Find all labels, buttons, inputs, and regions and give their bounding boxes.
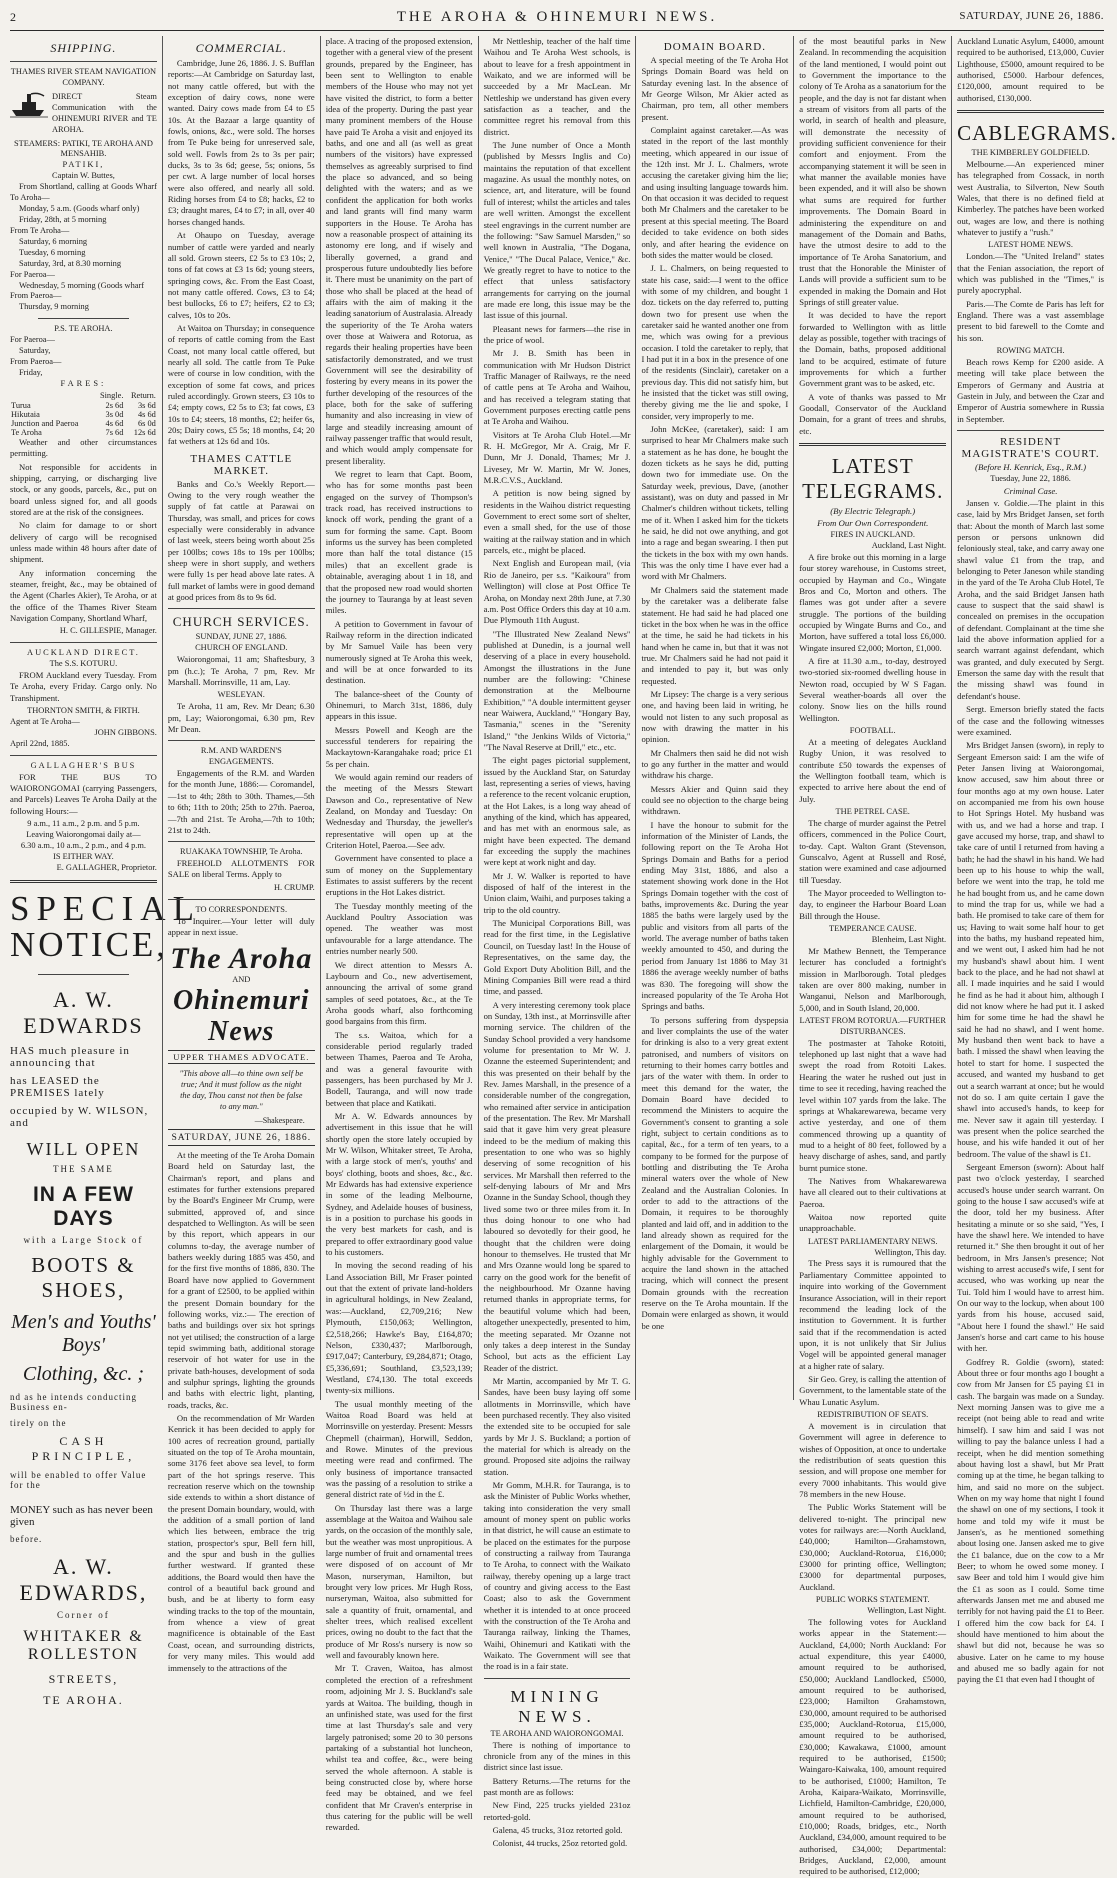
ad-line: MONEY such as has never been given xyxy=(10,1504,153,1529)
article-paragraph: Mr Chalmers said the statement made by the caretaker was a deliberate false statement. He had said he had placed one ticket in the box when he was in the office at the time, he said he had tickets in his hand when he came in, but that it was not true. Mr Chalmers said he had not paid it and intended to pay it, but was only requested. xyxy=(641,584,789,686)
article-paragraph: We would again remind our readers of the meeting of the Messrs Stewart Dawson and Co., representative of New Zealand, on Monday and Tuesday: On Wednesday and Thursday, the jeweller's representative will open up at the Criterion Hotel, Paeroa.—See adv. xyxy=(325,772,473,851)
notice-text: Agent at Te Aroha— xyxy=(10,717,80,727)
article-paragraph: Mrs Bridget Jansen (sworn), in reply to Sergeant Emerson said: I am the wife of Peter Jansen living at Waiorongomai, know accused, saw him about three or four months ago at my own house. Later on accompanied me from his own house to Hot Springs Hotel. My husband was with us, and we had a horse and trap. I gave accused my horse, trap, and shawl to take care of until I returned from having a bath; he had the shawl in his hand. We had been up to his house to whip the wall, before we went into the trap, he told me he had bought from us, and he came down to mind the trap for us, while we had a bath. He promised to take care of them for us; Having to wait some half hour to get into the baths, my husband repeated him, and we went out, I asked him had he not my husband's shawl about him. I went back to the place, and he had not shawl at all. I made inquiries and he said I would he find as he had it about him, although I did not know where he had put it. I asked him for some time he had the shawl he said he had no shawl, and I went home. My husband then went back to have a bath. I missed the shawl when leaving the hotel to start for home. I suspected the accused, and wanted my husband to get out a search warrant at once; but he would not do so. I am quite certain I gave the shawl into accused's hands, to keep for me. Never saw it again till yesterday. I was present when the police searched the house, and his wife handed it out of her bedroom. The value of the shawl is £1. xyxy=(957,740,1105,1159)
article-paragraph: John McKee, (caretaker), said: I am surprised to hear Mr Chalmers make such a statement as he has done, he bought the dozen tickets as he says he did, putting down two for immediate use. On the Saturday week, previous, Dave, (another assistant), was on duty and passed in Mr Chalmer's children without tickets, telling me of it. When I asked him for the tickets he said, he did not owe anything, and got into a rage and began swearing. I then put the tickets in the box with my own hands. This was the only time I have ever had a word with Mr Chalmers. xyxy=(641,424,789,582)
bus-times: Leaving Waiorongomai daily at— xyxy=(26,830,141,840)
section-heading: TO CORRESPONDENTS. xyxy=(195,904,288,914)
ad-heading: NOTICE, xyxy=(10,925,169,965)
section-subheading: TE AROHA AND WAIORONGOMAI. xyxy=(490,1728,624,1738)
section-date: Auckland, Last Night. xyxy=(871,540,947,550)
ad-line: HAS much pleasure in announcing that xyxy=(10,1045,130,1070)
section-date: Tuesday, June 22, 1886. xyxy=(990,474,1071,484)
article-paragraph: A petition to Government in favour of Railway reform in the direction indicated by Mr Samuel Vaile has been very numerously signed at Te Aroha this week, and will be at once forwarded to its destination. xyxy=(325,618,473,686)
article-paragraph: A vote of thanks was passed to Mr Goodall, Conservator of the Auckland Domain, for a grant of trees and shrubs, etc. xyxy=(799,391,947,436)
section-heading: CHURCH SERVICES. xyxy=(172,614,310,630)
table-row xyxy=(10,428,157,437)
article-paragraph: At Ohaupo on Tuesday, average number of cattle were yarded and nearly all sold. Grown steers, £2 5s to £3 10s; 2, tons of fat cows at £3 1s 6d; young steers, springing cows, &c. From the East Coast, not many cattle offered. Cows, £3 to £4; best bullocks, £6 to £7; heifers, £2 to £3; calves, 10s to 20s. xyxy=(167,230,315,320)
ad-line: STREETS, xyxy=(48,1672,119,1687)
section-subheading: ROWING MATCH. xyxy=(996,346,1065,356)
newspaper-title: THE AROHA & OHINEMURI NEWS. xyxy=(396,9,718,25)
article-paragraph: Messrs Akier and Quinn said they could see no objection to the charge being withdrawn. xyxy=(641,783,789,817)
divider xyxy=(168,740,315,741)
table-cell: 6s 0d xyxy=(137,418,156,428)
article-paragraph: Mr Nettleship, teacher of the half time Waihou and Te Aroha West schools, is about to leave for a fresh appointment in Waikato, and we are informed will be succeeded by a Mr MacLean. Mr Nettleship we understand has given every satisfaction as a teacher, and the committee regret his removal from this district. xyxy=(483,36,631,137)
article-paragraph: Battery Returns.—The returns for the past month are as follows: xyxy=(483,1775,631,1798)
article-paragraph: Banks and Co.'s Weekly Report.—Owing to the very rough weather the supply of fat cattle at Parawai on Thursday, was small, and prices for cows especially were considerably in advance of last week, steers being worth about 25s per 100lbs; cows 18s to 19s per 100lbs; sheep were in short supply, and wethers were fully 1s per head above late rates. A full market of lambs were in good demand at good prices from 8s to 9s 6d. xyxy=(167,478,315,603)
article-paragraph: On the recommendation of Mr Warden Kenrick it has been decided to apply for 100 acres of recreation ground, partially situated on the top of Te Aroha mountain, some 3176 feet above sea level, to form part of the hot springs reserve. This recreation reserve which on the township side extends to within a short distance of the present Domain boundary, would, with the addition of a small portion of land which lies between, embrace the trig station, prospector's spur, Bell fern hill, and the spur and bush in the gullies further westward. If granted these additions, the Board would then have the control of a beautiful back ground and bush, and be at liberty to form easy winding tracks to the top of the mountain, from whence a view of great magnificence is obtainable of the East Coast, ocean, and surrounding districts, for very many miles. This would add immensely to the attractions of the xyxy=(167,1412,315,1673)
article-paragraph: London.—The "United Ireland" states that the Fenian association, the report of which was published in the "Times," is purely apocryphal. xyxy=(957,251,1105,296)
ad-name: A. W. EDWARDS xyxy=(23,987,144,1039)
steamers-line: STEAMERS: PATIKI, TE AROHA AND MENSAHIB. xyxy=(13,138,153,159)
ad-heading: Men's and Youths' Boys' xyxy=(11,1311,156,1357)
table-row xyxy=(10,410,157,419)
nameplate xyxy=(168,943,315,1064)
section-heading: CABLEGRAMS. xyxy=(957,121,1117,146)
ad-line: nd as he intends conducting Business en- xyxy=(10,1392,137,1413)
section-subheading: CHURCH OF ENGLAND. xyxy=(195,643,288,653)
schedule-line: Saturday, 6 morning xyxy=(19,236,88,246)
agent-name: THORNTON SMITH, & FIRTH. xyxy=(27,706,140,716)
table-row xyxy=(10,419,157,428)
schedule-line: Monday, 5 a.m. (Goods wharf only) xyxy=(19,204,140,214)
article-paragraph: Cambridge, June 26, 1886. J. S. Bufflan reports:—At Cambridge on Saturday last, not many cattle offered, but with the exception of dairy cows, none were wanted. Dairy cows made from £4 to £5 10s. At the Bazaar a large quantity of fowls, onions, &c., were sold. The horses from Te Puke being for unreserved sale, sold well. Fowls from 2s to 3s per pair; ducks, 3s to 3s 6d; geese, 5s; onions, 5s per cwt. A large number of local horses were also offered, and nearly all sold. Riding horses from £4 to £8; hacks, £2 to £3; draught mares, £4 to £7; in all, over 40 horses changed hands. xyxy=(167,58,315,227)
divider xyxy=(38,974,129,975)
bus-fare: IS EITHER WAY. xyxy=(53,851,114,861)
article-paragraph: Sergeant Emerson (sworn): About half past two o'clock yesterday, I searched accused's house under search warrant. On going to the house I saw accused's wife at the door, told her my business. After hesitating a minute or so she said, "Yes, I have the shawl here. We intended to have returned it." She then brought it out of her bedroom, in Mrs Jansen's presence; Not wishing to arrest accused's wife, I sent for accused, who was working up near the Tui. Told him I would have to arrest him. On our way to the lockup, when about 100 yards from his house, accused said, "About here I found the shawl." He said Jansen's horse and cart came to his house with her. xyxy=(957,1161,1105,1354)
steamer-icon xyxy=(10,92,48,118)
article-paragraph: At a meeting of delegates Auckland Rugby Union, it was resolved to contribute £50 towards the expenses of the Wellington football team, which is expected to arrive here about the end of July. xyxy=(799,736,947,804)
table-cell: Junction and Paeroa xyxy=(11,418,79,428)
article-paragraph: Mr Mathew Bennett, the Temperance lecturer has concluded a fortnight's mission in Marlborough. Total pledges taken are over 800 making, number in Wanganui, Nelson and Marlborough, 5,000, and in South Island, 20,000. xyxy=(799,945,947,1013)
table-cell: 4s 6d xyxy=(105,418,124,428)
notice-date: April 22nd, 1885. xyxy=(10,738,70,748)
table-cell: 3s 6d xyxy=(137,400,156,410)
ps-heading: P.S. TE AROHA. xyxy=(54,324,113,334)
section-subheading: (By Electric Telegraph.) xyxy=(830,506,916,517)
article-paragraph: Mr J. W. Walker is reported to have disposed of half of the interest in the Union claim, Waihi, and purposes taking a trip to the old country. xyxy=(483,870,631,915)
article-paragraph: A fire at 11.30 a.m., to-day, destroyed two-storied six-roomed dwelling house in Newton road, occupied by W S Fagan. Several weather-boards all over the colony. Snow lies on the hills round Wellington. xyxy=(799,655,947,723)
schedule-line: From Paeroa— xyxy=(10,291,62,301)
divider xyxy=(957,430,1104,431)
divider xyxy=(957,110,1104,113)
signature: H. CRUMP. xyxy=(273,882,315,892)
article-paragraph: Mr Lipsey: The charge is a very serious one, and having been laid in writing, he would not listen to any such proposal as now with drawing the matter in his opinion. xyxy=(641,688,789,745)
article-paragraph: of the most beautiful parks in New Zealand. In recommending the acquisition of the land mentioned, I would point out to Government the importance to the colony of Te Aroha as a sanatorium for the people, and the day is not far distant when a stream of visitors from all parts of the world, in search of health and pleasure, will demonstrate the necessity of providing sufficient convenience for their comfort and enjoyment. From the accompanying statement it will be seen in what manner the available monies have been expended, and it will also be shown what sums are required for further improvements. The Domain Board in administering the expenditure on and management of the Domain and Baths, have the utmost desire to add to the importance of Te Aroha Sanatorium, and trust that the Honorable the Minister of Lands will provide a sufficient sum to be expended in making the Domain and Hot Springs of still greater value. xyxy=(799,36,947,307)
section-date: Blenheim, Last Night. xyxy=(871,934,947,944)
section-heading: MINING NEWS. xyxy=(510,1686,604,1726)
section-date: Wellington, Last Night. xyxy=(867,1605,947,1615)
fares-heading: FARES: xyxy=(60,378,107,388)
article-paragraph: Mr Gomm, M.H.R. for Tauranga, is to ask the Minister of Public Works whether, taking into consideration the very small amount of money spent on public works in that district, he will cause an estimate to be placed on the estimates for the purpose of constructing a railway from Tauranga to Te Aroha, to connect with the Waikato railway, thereby opening up a large tract of country and giving access to the East Coast; also to ask the Government whether it is intended to at once proceed with the construction of the Te Aroha and Tauranga railway, linking the Thames, Waihi, Ohinemuri and Katikati with the Waikato. The Government will see that the road is in a fair state. xyxy=(483,1479,631,1672)
article-paragraph: A fire broke out this morning in a large four storey warehouse, in Customs street, occupied by Hayman and Co., Wingate Bros and Co, Morton and others. The flames was got under after a severe struggle. The portions of the building occupied by Wingate Burns and Co., and Morton, have suffered a total loss £6,000. Wingate insured £2,000; Morton, £1,000. xyxy=(799,551,947,653)
schedule-line: Wednesday, 5 morning (Goods wharf xyxy=(19,280,145,290)
column-2 xyxy=(162,36,320,1673)
section-heading: LATEST FROM ROTORUA.—FURTHER DISTURBANCES. xyxy=(799,1015,946,1036)
table-cell: 2s 6d xyxy=(105,400,124,410)
page-number: 2 xyxy=(10,10,16,24)
bus-times: 9 a.m., 11 a.m., 2 p.m. and 5 p.m. xyxy=(27,819,140,829)
table-row xyxy=(10,401,157,410)
column-3 xyxy=(320,36,478,1833)
divider xyxy=(484,1678,631,1679)
article-paragraph: Mr Chalmers then said he did not wish to go any further in the matter and would withdraw his charge. xyxy=(641,747,789,781)
ad-heading: WILL OPEN xyxy=(26,1139,141,1160)
article-paragraph: The following votes for Auckland works appear in the Statement:—Auckland, £4,000; North Auckland: For actual expenditure, this year £4000, amount required to be authorised, £50,000; Auckland Landlocked, £5000, amount required to be authorised, £23,000; Hamilton Grahamstown, £30,000, amount required to be authorised £35,000; Auckland-Rotorua, £15,000, amount required to be authorised, £30,000; Kawakawa, £1000, amount required to be authorised, £1500; Waingaro-Kaiwaka, 100, amount required to be authorised, £1000; Hamilton, Te Aroha, Kaipara-Waikato, Morrinsville, Lichfield, Hamilton-Cambridge, £20,000, amount required to be authorised, £10,000; Roads, bridges, etc., North Auckland, £34,000, amount required to be authorised, £34,000; Departmental: Bridges, Auckland, £2,000, amount required to be authorised, £12,000; xyxy=(799,1616,947,1877)
bus-times: 6.30 a.m., 10 a.m., 2 p.m., and 4 p.m. xyxy=(20,840,146,850)
section-subheading: THE KIMBERLEY GOLDFIELD. xyxy=(971,148,1090,158)
article-paragraph: Auckland Lunatic Asylum, £4000, amount required to be authorised, £13,000, Cuvier Lighthouse, £5000, amount required to be authorised, £5000. Harbour defences, £120,000, amount required to be authorised, £130,000. xyxy=(957,36,1105,103)
fares-table xyxy=(10,390,157,437)
column-4 xyxy=(478,36,636,1849)
issue-date: SATURDAY, JUNE 26, 1886. xyxy=(959,10,1104,22)
article-paragraph: Waiorongomai, 11 am; Shaftesbury, 3 pm (h.c.); Te Aroha, 7 pm, Rev. Mr Marshall. Morrinsville, 11 am, Lay. xyxy=(167,654,315,687)
article-paragraph: Next English and European mail, (via Rio de Janeiro, per s.s. "Kaikoura" from Wellington) will close at Post Office Te Aroha, on Monday next 28th June, at 7.30 a.m. Post Office Orders this day at 10 a.m. Due Plymouth 11th August. xyxy=(483,558,631,626)
section-heading: THAMES CATTLE MARKET. xyxy=(190,452,293,477)
divider xyxy=(10,61,157,62)
column-1 xyxy=(10,36,201,1708)
article-paragraph: FREEHOLD ALLOTMENTS FOR SALE on liberal Terms. Apply to xyxy=(167,858,315,880)
table-cell: 12s 6d xyxy=(133,427,156,437)
article-paragraph: A special meeting of the Te Aroha Hot Springs Domain Board was held on Saturday evening last. In the absence of Mr George Wilson, Mr Akier acted as Chairman, pro tem, all other members present. xyxy=(641,55,789,122)
section-heading: RESIDENT MAGISTRATE'S COURT. xyxy=(961,436,1100,461)
article-paragraph: Colonist, 44 trucks, 25oz retorted gold. xyxy=(492,1838,628,1849)
article-paragraph: A movement is in circulation that Government will agree in deference to wishes of Opposition, at once to undertake the redistribution of seats question this session, and will propose one member for every 7000 inhabitants. This would give 78 members in the new House. xyxy=(799,1420,947,1499)
signature: JOHN GIBBONS. xyxy=(94,727,157,737)
article-paragraph: New Find, 225 trucks yielded 231oz retorted-gold. xyxy=(483,1800,631,1822)
table-cell: 7s 6d xyxy=(105,427,124,437)
table-header-row xyxy=(10,390,157,401)
article-paragraph: Complaint against caretaker.—As was stated in the report of the last monthly meeting, which appeared in our issue of the 12th inst. Mr J. L. Chalmers, wrote accusing the caretaker giving him the lie; and using insulting language towards him. On that occasion it was decided to request both Mr Chalmers and the caretaker to be present at this special meeting. The Board decided to take evidence on both sides only, and after hearing the evidence on both sides the matter would be closed. xyxy=(641,125,789,260)
article-paragraph: Engagements of the R.M. and Warden for the month June, 1886:— Coromandel,—1st to 4th; 28th to 30th. Thames,—5th to 6th; 11th to 20th; 25th to 27th. Paeroa,—7th and 21st. Te Aroha,—7th to 10th; 21st to 24th. xyxy=(167,768,315,835)
article-paragraph: Messrs Powell and Keogh are the successful tenderers for repairing the Mackaytown-Karangahake road; price £1 5s per chain. xyxy=(325,724,473,769)
article-paragraph: Government have consented to place a sum of money on the Supplementary Estimates to assist sufferers by the recent eruptions in the Hot Lakes district. xyxy=(325,853,473,898)
company-notice: DIRECT Steam Communication with the OHINEMURI RIVER and TE AROHA. xyxy=(52,91,157,134)
section-subheading: WESLEYAN. xyxy=(217,690,265,700)
nameplate-and: AND xyxy=(232,974,251,984)
article-paragraph: place. A tracing of the proposed extension, together with a general view of the present grounds, prepared by the Engineer, has been sent to Wellington to enable members of the House who may not yet have visited the district, to form a better idea of the property. During the past year many prominent members of the House have paid Te Aroha a visit and enjoyed its baths, and one and all (as well as great numbers of the visitors) have expressed themselves as agreeably surprised to find the place so advanced, and so being delighted with the waters; and as we confident the application for both works and land grants will find many warm supporters in the House. Te Aroha has now a reasonable prospect of attaining its astonomy ere long, and if wisely and liberally governed, a grand and prosperous future undoubtedly lies before it. There must be unanimity on the part of those who shall be placed at the head of affairs with the aim of making it the leading sanatorium of Australasia. Already the superiority of the Te Aroha waters over those at Waiwera and Rotorua, as regards their healing properties have been satisfactorily demonstrated, and we trust Government will see the desirability of fostering by every means in its power the further developing of the resources of the place, both for the sake of suffering humanity and also increasing in view of large and steadily increasing amount of railway passenger traffic that would result, and which would amply compensate for present liberality. xyxy=(325,36,473,466)
ad-line: THE SAME xyxy=(53,1164,114,1175)
table-cell: Turua xyxy=(11,400,31,410)
signature: E. GALLAGHER, Proprietor. xyxy=(56,862,157,872)
divider xyxy=(799,443,946,446)
ad-heading: CASH PRINCIPLE, xyxy=(31,1434,136,1464)
divider xyxy=(168,608,315,609)
article-paragraph: Melbourne.—An experienced miner has telegraphed from Cossack, in north west Australia, to Silverton, New South Wales, that there is no defined field at Kimberley. The patches have been worked out, wages are low, and there is nothing whatever to justify a "rush." xyxy=(957,158,1105,238)
ad-heading: IN A FEW DAYS xyxy=(32,1183,134,1231)
article-paragraph: Mr J. B. Smith has been in communication with Mr Hudson District Traffic Manager of Railways, re the need of cattle pens at Te Aroha and Waihou, and has received a telegram stating that Government purposes erecting cattle pens at Te Aroha and Waihou. xyxy=(483,348,631,427)
article-paragraph: The June number of Once a Month (published by Messrs Inglis and Co) maintains the reputation of that excellent magazine. As usual the monthly notes, on science, art, and literature, will be found full of interest; whilst the articles and tales are well written. Amongst the excellent steel engravings in the current number are the following: "Saw Samuel Marsden," so well known in Australia, "The Dogana, Venice," "The Ducal Palace, Venice," &c. We greatly regret to have to notice to the effect that unless satisfactory arrangements for carrying on the journal are made ere long, this issue may be the last issue of this journal. xyxy=(483,140,631,321)
ad-line: TE AROHA. xyxy=(43,1693,124,1708)
section-heading: RUAKAKA TOWNSHIP, Te Aroha. xyxy=(180,847,303,857)
notice-text: No claim for damage to or short delivery of cargo will be recognised unless made within 48 hours after date of shipment. xyxy=(10,520,157,565)
article-paragraph: The postmaster at Tahoke Rotoiti, telephoned up last night that a wave had swept the road from Rotoiti Lakes. Hearing the water he rushed out just in time to see it receding, having reached the level within 107 yards from the lake. The springs at Whakarewarewa, became very active yesterday, and one of them commenced throwing up a quantity of mud to a height of 80 feet, followed by a heavy discharge of ashes, sand, and partly burnt pumice stone. xyxy=(799,1037,947,1173)
article-paragraph: Jansen v. Goldie.—The plaint in this case, laid by Mrs Bridget Jansen, set forth that: About the month of March last some person or persons unknown did feloniously steal, take, and carry away one shawl value £1 from the trap, and belonging to Peter Janeson while standing in the yard of the Te Aroha Club Hotel, Te Aroha, and the said Bridget Jansen hath cause to suspect that the said shawl is concealed on premises in the occupation of defendant. Complainant at the time she laid the above information applied for a search warrant against defendant, which was granted, and duly executed by Sergt. Emerson the same day with the result that the missing shawl was found in defendant's house. xyxy=(957,497,1105,701)
patiki-heading: PATIKI, xyxy=(62,160,105,170)
notice-text: Weather and other circumstances permitting. xyxy=(10,436,157,459)
captain-line: Captain W. Buttes, xyxy=(52,171,115,181)
section-subheading: Criminal Case. xyxy=(1003,485,1058,496)
ad-line: will be enabled to offer Value for the xyxy=(10,1470,147,1491)
article-paragraph: Sergt. Emerson briefly stated the facts of the case and the following witnesses were examined. xyxy=(957,704,1105,737)
article-paragraph: Paris.—The Comte de Paris has left for England. There was a vast assemblage present to bid farewell to the Comte and his son. xyxy=(957,298,1105,343)
divider xyxy=(168,899,315,900)
column-7 xyxy=(951,36,1117,1685)
article-paragraph: On Thursday last there was a large assemblage at the Waitoa and Waihou sale yards, on the occasion of the monthly sale, but the weather was most unpropitious. A large number of fruit and ornamental trees were disposed of on account of Mr Mason, nurseryman, Hamilton, but brought very low prices. Mr Hugh Ross, nurseryman, Waitoa, also submitted for sale a quantity of fruit, ornamental, and shelter trees, which realised excellent prices, owing no doubt to the fact that the produce of Mr Ross's nursery is now so well and favourably known here. xyxy=(325,1502,473,1661)
article-paragraph: Sir Geo. Grey, is calling the attention of Government, to the lamentable state of the Whau Lunatic Asylum. xyxy=(799,1373,947,1407)
motto-source: —Shakespeare. xyxy=(254,1116,305,1126)
divider xyxy=(10,755,157,756)
ad-heading: SPECIAL xyxy=(10,888,201,928)
column-header: Return. xyxy=(130,390,156,400)
column-header: Single. xyxy=(99,390,124,400)
section-heading: REDISTRIBUTION OF SEATS. xyxy=(817,1409,929,1419)
article-paragraph: At Waitoa on Thursday; in consequence of reports of cattle coming from the East Coast, not many local cattle offered, but nearly all sold. The cattle from Te Puke were of course in low condition, with the exception of some fat cows, and prices ruled accordingly. Grown steers, £3 10s to £4; empty cows, £2 5s to £3; fat cows, £3 10s to £4; steers, 18 months, £2; heifer 6s, 20s; Dairy cows, £5 5s; 18 months, £4; 20 fat wethers at 12s 6d and 10s. xyxy=(167,322,315,447)
article-paragraph: At the meeting of the Te Aroha Domain Board held on Saturday last, the Chairman's report, and plans and estimates for further extensions prepared by the Board's Engineer Mr Crump, were submitted, approved of, and since despatched to Wellington. As will be seen by this report, which appears in our columns to-day, the average number of bathers weekly during 1885 was 450, and for the first five months of 1886, 830. The Board have now applied to Government for a grant of £2500, to be applied within the present Domain boundary for the following works, viz.:— The erection of baths and buildings over six hot springs not yet utilised; the construction of a large tepid swimming bath, additional storage reservoir of hot water for use in the private bath-houses, development of soda and sulphur springs, lighting the grounds and baths with electric light, planting, roads, tracks, &c. xyxy=(167,1150,315,1410)
article-paragraph: Beach rows Kemp for £200 aside. A meeting will take place between the Emperors of Germany and Austria at Gastein in July, and between the Czar and Emperor of Austria somewhere in Russia in September. xyxy=(957,356,1105,424)
article-paragraph: The s.s. Waitoa, which for a considerable period regularly traded between Thames, Paeroa and Te Aroha, and was a general favourite with passengers, has been purchased by Mr J. Bodell, Tauranga, and will now trade between that place and Katikati. xyxy=(325,1029,473,1108)
article-paragraph: Galena, 45 trucks, 31oz retorted gold. xyxy=(492,1825,623,1836)
motto: "This above all—to thine own self be true; And it must follow as the night the day, Thou canst not then be false to any man." xyxy=(179,1069,304,1112)
columns xyxy=(10,36,1117,1877)
shipping-heading: SHIPPING. xyxy=(50,41,117,55)
article-paragraph: Mr Martin, accompanied by Mr T. G. Sandes, have been busy laying off some allotments in Morrinsville, which have been purchased recently. They also visited the extended site to be occupied for sale yards by Mr J. S. Buckland; a portion of the material for which is already on the ground. Proposed site adjoins the railway station. xyxy=(483,1375,631,1477)
article-paragraph: To Inquirer.—Your letter will duly appear in next issue. xyxy=(167,915,315,937)
divider xyxy=(10,642,157,643)
section-heading: DOMAIN BOARD. xyxy=(663,41,766,53)
table-cell: 4s 6d xyxy=(137,409,156,419)
article-paragraph: The Municipal Corporations Bill, was read for the first time, in the Legislative Council, on Tuesday last! In the House of Representatives, on the same day, the Gold Export Duty Abolition Bill, and the Mining Companies Bill were read a third time, and passed. xyxy=(483,918,631,997)
article-paragraph: Mr T. Craven, Waitoa, has almost completed the erection of a refreshment room, adjoining Mr J. S. Buckland's sale yards at Waitoa. The building, though in an unfinished state, was used for the first time at last Thursday's sale and very largely patronised; some 20 to 30 persons partaking of a substantial hot luncheon, whilst tea and coffee, &c., were being served the whole afternoon. A stable is being constructed close by, where horse feed may be obtained, and we feel confident that Mr Craven's enterprise in thus catering for the public will be well rewarded. xyxy=(325,1663,473,1833)
notice-text: Not responsible for accidents in shipping, carrying, or discharging live stock, or any goods, parcels, &c., put on board unless signed for, and all goods stored are at the risk of the consignees. xyxy=(10,461,157,517)
section-heading: FIRES IN AUCKLAND. xyxy=(830,530,915,540)
article-paragraph: In moving the second reading of his Land Association Bill, Mr Fraser pointed out that the extent of private land-holders in agricultural holdings, in New Zealand, was:—Auckland, £2,709,216; New Plymouth, £150,063; Wellington, £2,518,266; Hawke's Bay, £164,870; Nelson, £330,437; Marlborough, £917,047; Canterbury, £9,284,871; Otago, £5,336,691; Southland, £3,523,139; Westland, £74,130. The total exceeds twenty-six millions. xyxy=(325,1260,473,1396)
ad-line: tirely on the xyxy=(10,1418,67,1429)
article-paragraph: The Natives from Whakarewarewa have all cleared out to their cultivations at Paeroa. xyxy=(799,1175,947,1209)
divider xyxy=(10,880,157,883)
schedule-line: Friday, 28th, at 5 morning xyxy=(19,214,107,224)
article-paragraph: A petition is now being signed by residents in the Waihou district requesting Government to erect some sort of shelter, even a small shed, for the use of those waiting at the railway station and in which parcels, etc., might be placed. xyxy=(483,488,631,556)
section-heading: COMMERCIAL. xyxy=(195,41,287,55)
nameplate-title: The Aroha xyxy=(170,942,313,976)
ad-line: has LEASED the PREMISES lately xyxy=(10,1075,105,1100)
schedule-line: Thursday, 9 morning xyxy=(19,302,89,312)
section-heading: LATEST PARLIAMENTARY NEWS. xyxy=(807,1236,938,1246)
nameplate-title: Ohinemuri News xyxy=(172,984,310,1047)
notice-text: FOR THE BUS TO WAIORONGOMAI (carrying Passengers, and Parcels) Leaves Te Aroha Daily at the following Hours:— xyxy=(10,771,157,816)
ad-line: occupied by W. WILSON, and xyxy=(10,1105,149,1130)
schedule-line: Friday, xyxy=(19,367,43,377)
bus-heading: GALLAGHER'S BUS xyxy=(30,760,137,770)
schedule-line: From Te Aroha— xyxy=(10,225,70,235)
schedule-line: For Paeroa— xyxy=(10,335,55,345)
article-paragraph: The Mayor proceeded to Wellington to-day, to engineer the Harbour Board Loan Bill through the House. xyxy=(799,888,947,921)
notice-text: FROM Auckland every Tuesday. From Te Aroha, every Friday. Cargo only. No Transhipment. xyxy=(10,670,157,703)
article-paragraph: To persons suffering from dyspepsia and liver complaints the use of the water for drinking is also to a very great extent patronised, and numbers of visitors on returning to their homes carry bottles and jars of the water with them. In order to meet this demand for the water, the Domain Board have decided to recommend the Ministers to acquire the Government's consent to granting a sole right, subject to certain conditions as to capital, &c., for a term of ten years, to a company to be formed for the purpose of bottling and distributing the Te Aroha mineral waters over the whole of New Zealand and the Australian Colonies. In order to add to the attractions of the Domain, it requires to be thoroughly planted and laid off, and in addition to the land already shown as required for the enlargement of the Domain, it would be highly advisable for the Government to acquire the land shown in the attached tracing, which will connect the present Domain grounds with the recreation reserve on the Te Aroha mountain. If the Domain were enlarged as shown, it would be one xyxy=(641,1014,789,1331)
article-paragraph: The charge of murder against the Petrel officers, commenced in the Police Court, to-day. Capt. Walton Grant (Stevenson, Gunscalvo, Agent at Russell and Rosé, station were examined and case adjourned till Tuesday. xyxy=(799,817,947,885)
article-paragraph: The Press says it is rumoured that the Parliamentary Committee appointed to inquire into working of the Government Insurance Association, will in their report recommend the leading lock of the institution to Government. It is further said that if the recommendation is acted upon, it is not unlikely that Sir Julius Vogel will be appointed general manager at a higher rate of salary. xyxy=(799,1258,947,1371)
schedule-line: Saturday, xyxy=(19,346,51,356)
auckland-direct-heading: AUCKLAND DIRECT. xyxy=(27,648,140,658)
article-paragraph: Mr A. W. Edwards announces by advertisement in this issue that he will shortly open the store lately occupied by Mr W. Wilson, Whitaker street, Te Aroha, with a large stock of men's, youths' and boys' clothing, boots and shoes, &c., &c. Mr Edwards has had extensive experience in some of the leading Melbourne, Sydney, and Adelaide houses of business, is in a position to purchase his goods in the very best markets for cash, and is prepared to offer extraordinary good value to his customers. xyxy=(325,1110,473,1258)
article-paragraph: The Tuesday monthly meeting of the Auckland Poultry Association was opened. The weather was most unfavourable for a large attendance. The entries number nearly 500. xyxy=(325,900,473,957)
schedule-line: Tuesday, 6 morning xyxy=(19,247,86,257)
section-heading: FOOTBALL. xyxy=(849,726,896,736)
section-date: Wellington, This day. xyxy=(874,1247,947,1257)
article-paragraph: Visitors at Te Aroha Club Hotel.—Mr R. H. McGregor, Mr A. Craig, Mr F. Dunn, Mr J. Donald, Thames; Mr J. Livesey, Mr W. Martin, Mr W. Jones, M.R.C.V.S., Auckland. xyxy=(483,429,631,486)
ad-name: A. W. EDWARDS, xyxy=(19,1554,148,1606)
article-paragraph: Pleasant news for farmers—the rise in the price of wool. xyxy=(483,323,631,345)
company-heading: THAMES RIVER STEAM NAVIGATION COMPANY. xyxy=(10,67,157,87)
section-date: SUNDAY, JUNE 27, 1886. xyxy=(195,632,287,642)
ad-heading: BOOTS & SHOES, xyxy=(31,1253,136,1303)
column-5 xyxy=(635,36,793,1400)
ad-line: WHITAKER & ROLLESTON xyxy=(23,1628,144,1664)
article-paragraph: J. L. Chalmers, on being requested to state his case, said:—I went to the office with some of my children, and bought 1 doz. tickets on the day referred to, putting down two for present use when the caretaker said he wanted another one from me, which was owing for a previous occasion. I told the caretaker to reply, that I had put it in a box in the presence of one of the residents (Sinclair), caretaker on a previous day. This did not satisfy him, but he insisted that the ticket was still owing, thereby giving me the lie and spoke, I consider, very improperly to me. xyxy=(641,263,789,421)
schedule-line: From Paeroa— xyxy=(10,357,62,367)
ad-heading: Clothing, &c. ; xyxy=(22,1363,144,1386)
article-paragraph: The eight pages pictorial supplement, issued by the Auckland Star, on Saturday last, representing a series of views, having a reference to the recent volcanic eruption, at the Hot Lakes, is a long way ahead of anything of the kind, which has appeared, and has met with an enormous sale, as might have been expected. The demand far exceeding the supply the machines were kept at work night and day. xyxy=(483,755,631,868)
ad-line: with a Large Stock of xyxy=(23,1235,144,1246)
ad-line: Corner of xyxy=(57,1610,110,1621)
section-subheading: LATEST HOME NEWS. xyxy=(988,240,1073,250)
signature: H. C. GILLESPIE, Manager. xyxy=(59,626,157,636)
schedule-line: For Paeroa— xyxy=(10,269,55,279)
article-paragraph: Waitoa now reported quite unapproachable. xyxy=(799,1211,947,1234)
divider xyxy=(168,841,315,842)
article-paragraph: We regret to learn that Capt. Boom, who has for some months past been engaged on the survey of Thompson's track road, has received instructions to knock off work, pending the grant of a sum for forming the same. Capt. Boom informs us the survey has been completed more than half the total distance (15 miles) that an excellent grade is obtainable, averaging about 1 in 18, and that the proposed new road would shorten the journey to Tauranga by at least seven miles. xyxy=(325,469,473,616)
section-subheading: (Before H. Kenrick, Esq., R.M.) xyxy=(975,462,1087,473)
article-paragraph: "The Illustrated New Zealand News" published at Dunedin, is a journal well deserving of a place in every household. Amongst the illustrations in the June number are the following: "Chinese demonstration at the Melbourne Exhibition," "A double intermittent geyser near Waiwera, Auckland," "Hongary Bay, Tasmania," scenes in the "Serenity Island," "the Jenkins Wilds of Victoria," "The Naval Reserve at Drill," etc., etc. xyxy=(483,628,631,752)
section-heading: THE PETREL CASE. xyxy=(835,807,910,817)
section-heading: TEMPERANCE CAUSE. xyxy=(828,924,917,934)
schedule-line: From Shortland, calling at Goods Wharf To Aroha— xyxy=(10,182,157,203)
edwards-advertisement xyxy=(10,888,201,1709)
article-paragraph: Godfrey R. Goldie (sworn), stated: About three or four months ago I bought a cow from Mr Jansen for £5 paying £1 in cash. The bargain was made on a Sunday. Next morning Jansen was to give me a receipt (not being able to read and write himself). I saw him and said I was not willing to pay the balance unless I had a receipt, when he did mention something about having lost a shawl, but Mr Pratt coming up at the time, he began talking to him, and said no more on the subject. When on my way home that night I found the shawl on one of my sections, I took it home and told my wife it must be Jansen's, as he mentioned something about losing one. Jansen asked me to give the £1 balance, due on the cow to a Mr Beer; to whom he owed some money. I saw Beer and told him I would give him the £1 as soon as I could. Some time afterwards Jansen met me and abused me terribly for not having paid the £1 to Beer. I offered him the cow back for £4. I should have mentioned to him about the shawl but did not, because he was so abusive. Later on he came to my house and abused me so badly again for not paying the £1 that even had I thought of xyxy=(957,1356,1105,1685)
article-paragraph: A very interesting ceremony took place on Sunday, 13th inst., at Morrinsville after morning service. The children of the Sunday School provided a very handsome volume for presentation to Mr W. J. Ozanne the esteemed Superintendent; and this was presented on their behalf by the Rev. James Marshall, in the presence of a considerable number of the congregation, who remained after service in anticipation of the presentation. The Rev. Mr Marshall said that it gave him very great pleasure indeed to be the medium of making this presentation to one who was so highly deserving of some recognition of his services. Mr Marshall then referred to the self-denying labours of Mr and Mrs Ozanne in the Sunday School, though they lived some two or three miles from it. In thus doing honour to one who had laboured so devotedly for their good, he thought that the children were doing honour to themselves. He trusted that Mr and Mrs Ozanne would long be spared to carry on the good work for the benefit of the neighbourhood. Mr Ozanne having returned thanks in appropriate terms, for the beautiful volume which had been, altogether unexpectedly, presented to him, the meeting separated. Mr Ozanne not only takes a deep interest in the Sunday School, but acts as the efficient Lay Reader of the district. xyxy=(483,999,631,1373)
table-cell: Te Aroha xyxy=(11,427,42,437)
table-cell: 3s 0d xyxy=(105,409,124,419)
section-heading: LATEST TELEGRAMS. xyxy=(802,454,944,504)
steamer-notice xyxy=(10,92,157,136)
section-heading: R.M. AND WARDEN'S ENGAGEMENTS. xyxy=(200,746,282,767)
ad-line: before. xyxy=(10,1534,43,1545)
article-paragraph: We direct attention to Messrs A. Laybourn and Co., new advertisement, announcing the arrival of some grand samples of seed potatoes, &c., at the Te Aroha goods wharf, also forthcoming good bargains from this firm. xyxy=(325,959,473,1027)
koturu-heading: The S.S. KOTURU. xyxy=(49,659,118,669)
masthead xyxy=(10,8,1104,31)
notice-text: Any information concerning the steamer, freight, &c., may be obtained of the Agent (Charles Akier), Te Aroha, or at the office of the Thames River Steam Navigation Company, Shortland Wharf, xyxy=(10,567,157,623)
article-paragraph: The Public Works Statement will be delivered to-night. The principal new votes for railways are:—North Auckland, £40,000; Hamilton—Grahamstown, £30,000; Auckland-Rotorua, £16,000; £3000 for printing office, Wellington; £3000 for departmental purposes, Auckland. xyxy=(799,1502,947,1592)
column-6 xyxy=(793,36,951,1877)
article-paragraph: The balance-sheet of the County of Ohinemuri, to March 31st, 1886, duly appears in this issue. xyxy=(325,688,473,722)
article-paragraph: I have the honour to submit for the information of the Minister of Lands, the following report on the Te Aroha Hot Springs Domain and Baths for a period ending May 31st, 1886, and also a statement showing work done in the Hot Springs Domain together with the cost of baths, improvements &c. During the year 1885 the baths were largely used by the public and visitors from all parts of the world. The average number of baths taken weekly amounted to 450, and during the period from January 1st 1886 to May 31 1886 the average weekly number of baths was 830. The foregoing will show the increased popularity of the Te Aroha Hot Springs and baths. xyxy=(641,819,789,1012)
section-subheading: From Our Own Correspondent. xyxy=(817,518,929,529)
divider xyxy=(38,318,129,319)
editorial-date: SATURDAY, JUNE 26, 1886. xyxy=(168,1129,315,1146)
article-paragraph: There is nothing of importance to chronicle from any of the mines in this district since last issue. xyxy=(483,1739,631,1773)
table-cell: Hikutaia xyxy=(11,409,40,419)
article-paragraph: It was decided to have the report forwarded to Wellington with as little delay as possible, together with tracings of the Domain, baths, proposed additional land to be acquired, estimate of future improvements for which a further Government grant was to be asked, etc. xyxy=(799,310,947,389)
section-heading: PUBLIC WORKS STATEMENT. xyxy=(815,1595,930,1605)
schedule-line: Saturday, 3rd, at 8.30 morning xyxy=(19,258,122,268)
article-paragraph: Te Aroha, 11 am, Rev. Mr Dean; 6.30 pm, Lay; Waiorongomai, 6.30 pm, Rev Mr Dean. xyxy=(167,701,315,734)
article-paragraph: The usual monthly meeting of the Waitoa Road Board was held at Morrinsville on yesterday. Present: Messrs Chepmell (chairman), Horwill, Seddon, and Rowe. Minutes of the previous meeting were read and confirmed. The only business of importance transacted was the passing of a resolution to strike a general district rate of ½d in the £. xyxy=(325,1398,473,1500)
nameplate-subtitle: UPPER THAMES ADVOCATE. xyxy=(168,1050,315,1064)
